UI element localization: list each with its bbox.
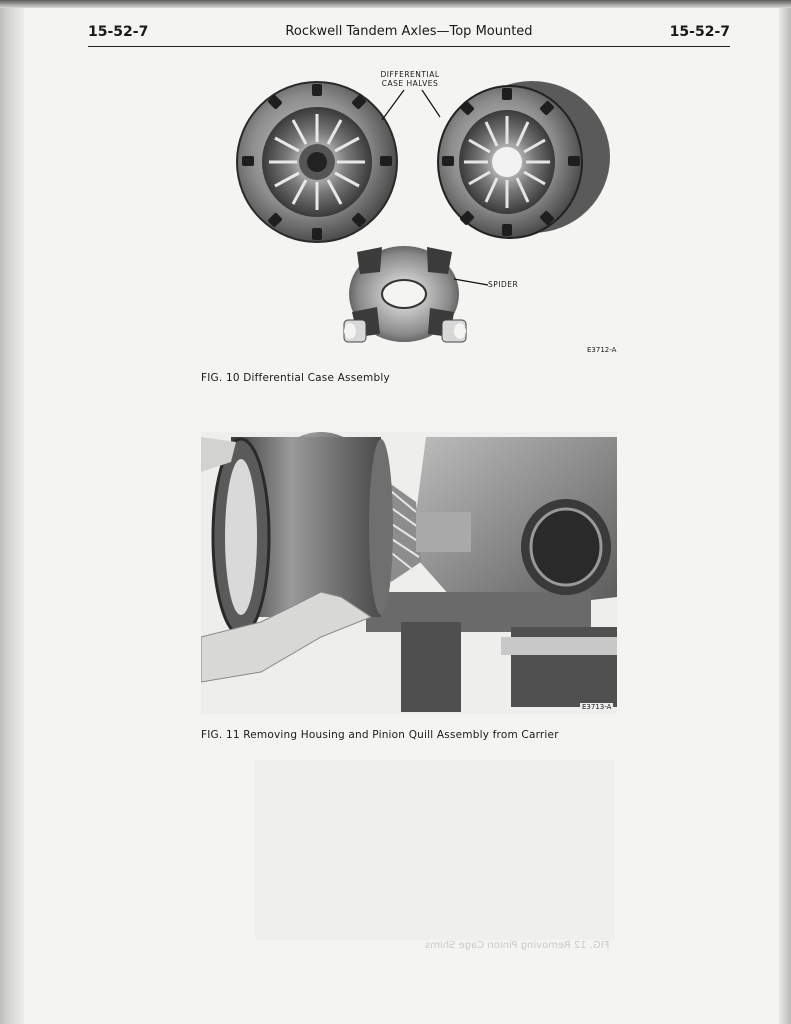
page-top-edge (0, 0, 791, 8)
bleed-through-caption: FIG. 12 Removing Pinion Cage Shims (425, 940, 610, 951)
figure-11-photo (201, 432, 617, 714)
page-header (88, 22, 730, 47)
leader-line-left-case (382, 90, 404, 120)
spider-assembly (344, 246, 466, 342)
running-title: Rockwell Tandem Axles—Top Mounted (285, 24, 533, 39)
label-line-1: DIFFERENTIAL (380, 70, 440, 79)
label-line-2: CASE HALVES (381, 79, 439, 88)
leader-line-spider (454, 279, 488, 285)
differential-case-illustration (232, 62, 622, 362)
bleed-through-photo (255, 760, 615, 940)
figure-11-ref: E3713-A (582, 703, 612, 711)
figure-10-caption: FIG. 10 Differential Case Assembly (201, 372, 390, 384)
right-case-half (438, 81, 610, 238)
label-spider: SPIDER (488, 280, 519, 289)
leader-line-right-case (422, 90, 440, 117)
page-right-edge (779, 0, 791, 1024)
carrier-removal-illustration (201, 432, 617, 714)
page-number-left: 15-52-7 (88, 24, 149, 40)
page-binding-shadow (0, 0, 24, 1024)
left-case-half (237, 82, 397, 242)
page-number-right: 15-52-7 (669, 24, 730, 40)
label-differential-case-halves (372, 70, 448, 88)
figure-10-ref: E3712-A (587, 346, 617, 354)
figure-10-photo (232, 62, 622, 362)
figure-11-caption: FIG. 11 Removing Housing and Pinion Quill Assembly from Carrier (201, 729, 559, 741)
